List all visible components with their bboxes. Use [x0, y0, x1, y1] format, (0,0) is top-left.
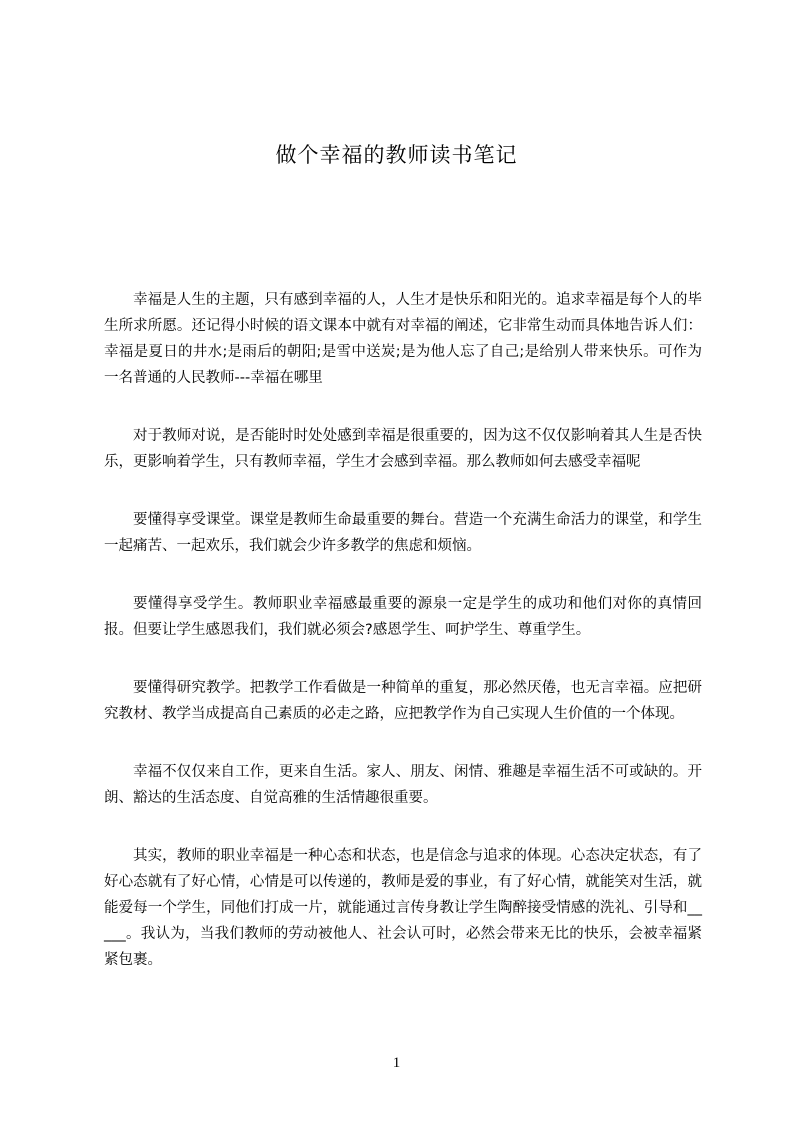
paragraph-1: 幸福是人生的主题，只有感到幸福的人，人生才是快乐和阳光的。追求幸福是每个人的毕生所求所愿。还记得小时候的语文课本中就有对幸福的阐述，它非常生动而具体地告诉人们：幸福是夏日的井水;是雨后的朝阳;是雪中送炭;是为他人忘了自己;是给别人带来快乐。可作为一名普通的人民教师---幸福在哪里 [104, 292, 702, 386]
paragraph-3: 要懂得享受课堂。课堂是教师生命最重要的舞台。营造一个充满生命活力的课堂，和学生一起痛苦、一起欢乐，我们就会少许多教学的焦虑和烦恼。 [104, 512, 702, 554]
paragraph-2: 对于教师对说，是否能时时处处感到幸福是很重要的，因为这不仅仅影响着其人生是否快乐，更影响着学生，只有教师幸福，学生才会感到幸福。那么教师如何去感受幸福呢 [104, 428, 702, 470]
paragraph-6: 幸福不仅仅来自工作，更来自生活。家人、朋友、闲情、雅趣是幸福生活不可或缺的。开朗、豁达的生活态度、自觉高雅的生活情趣很重要。 [104, 764, 702, 806]
page-number: 1 [392, 1055, 401, 1071]
document-body [104, 287, 702, 1005]
paragraph-4: 要懂得享受学生。教师职业幸福感最重要的源泉一定是学生的成功和他们对你的真情回报。但要让学生感恩我们，我们就必须会?感恩学生、呵护学生、尊重学生。 [104, 596, 702, 638]
document-title: 做个幸福的教师读书笔记 [275, 143, 518, 167]
paragraph-7: 其实，教师的职业幸福是一种心态和状态，也是信念与追求的体现。心态决定状态，有了好心态就有了好心情，心情是可以传递的，教师是爱的事业，有了好心情，就能笑对生活，就能爱每一个学生，同他们打成一片，就能通过言传身教让学生陶醉接受情感的洗礼、引导和_____。我认为，当我们教师的劳动被他人、社会认可时，必然会带来无比的快乐，会被幸福紧紧包裹。 [104, 848, 702, 968]
paragraph-5: 要懂得研究教学。把教学工作看做是一种简单的重复，那必然厌倦，也无言幸福。应把研究教材、教学当成提高自己素质的必走之路，应把教学作为自己实现人生价值的一个体现。 [104, 680, 702, 722]
